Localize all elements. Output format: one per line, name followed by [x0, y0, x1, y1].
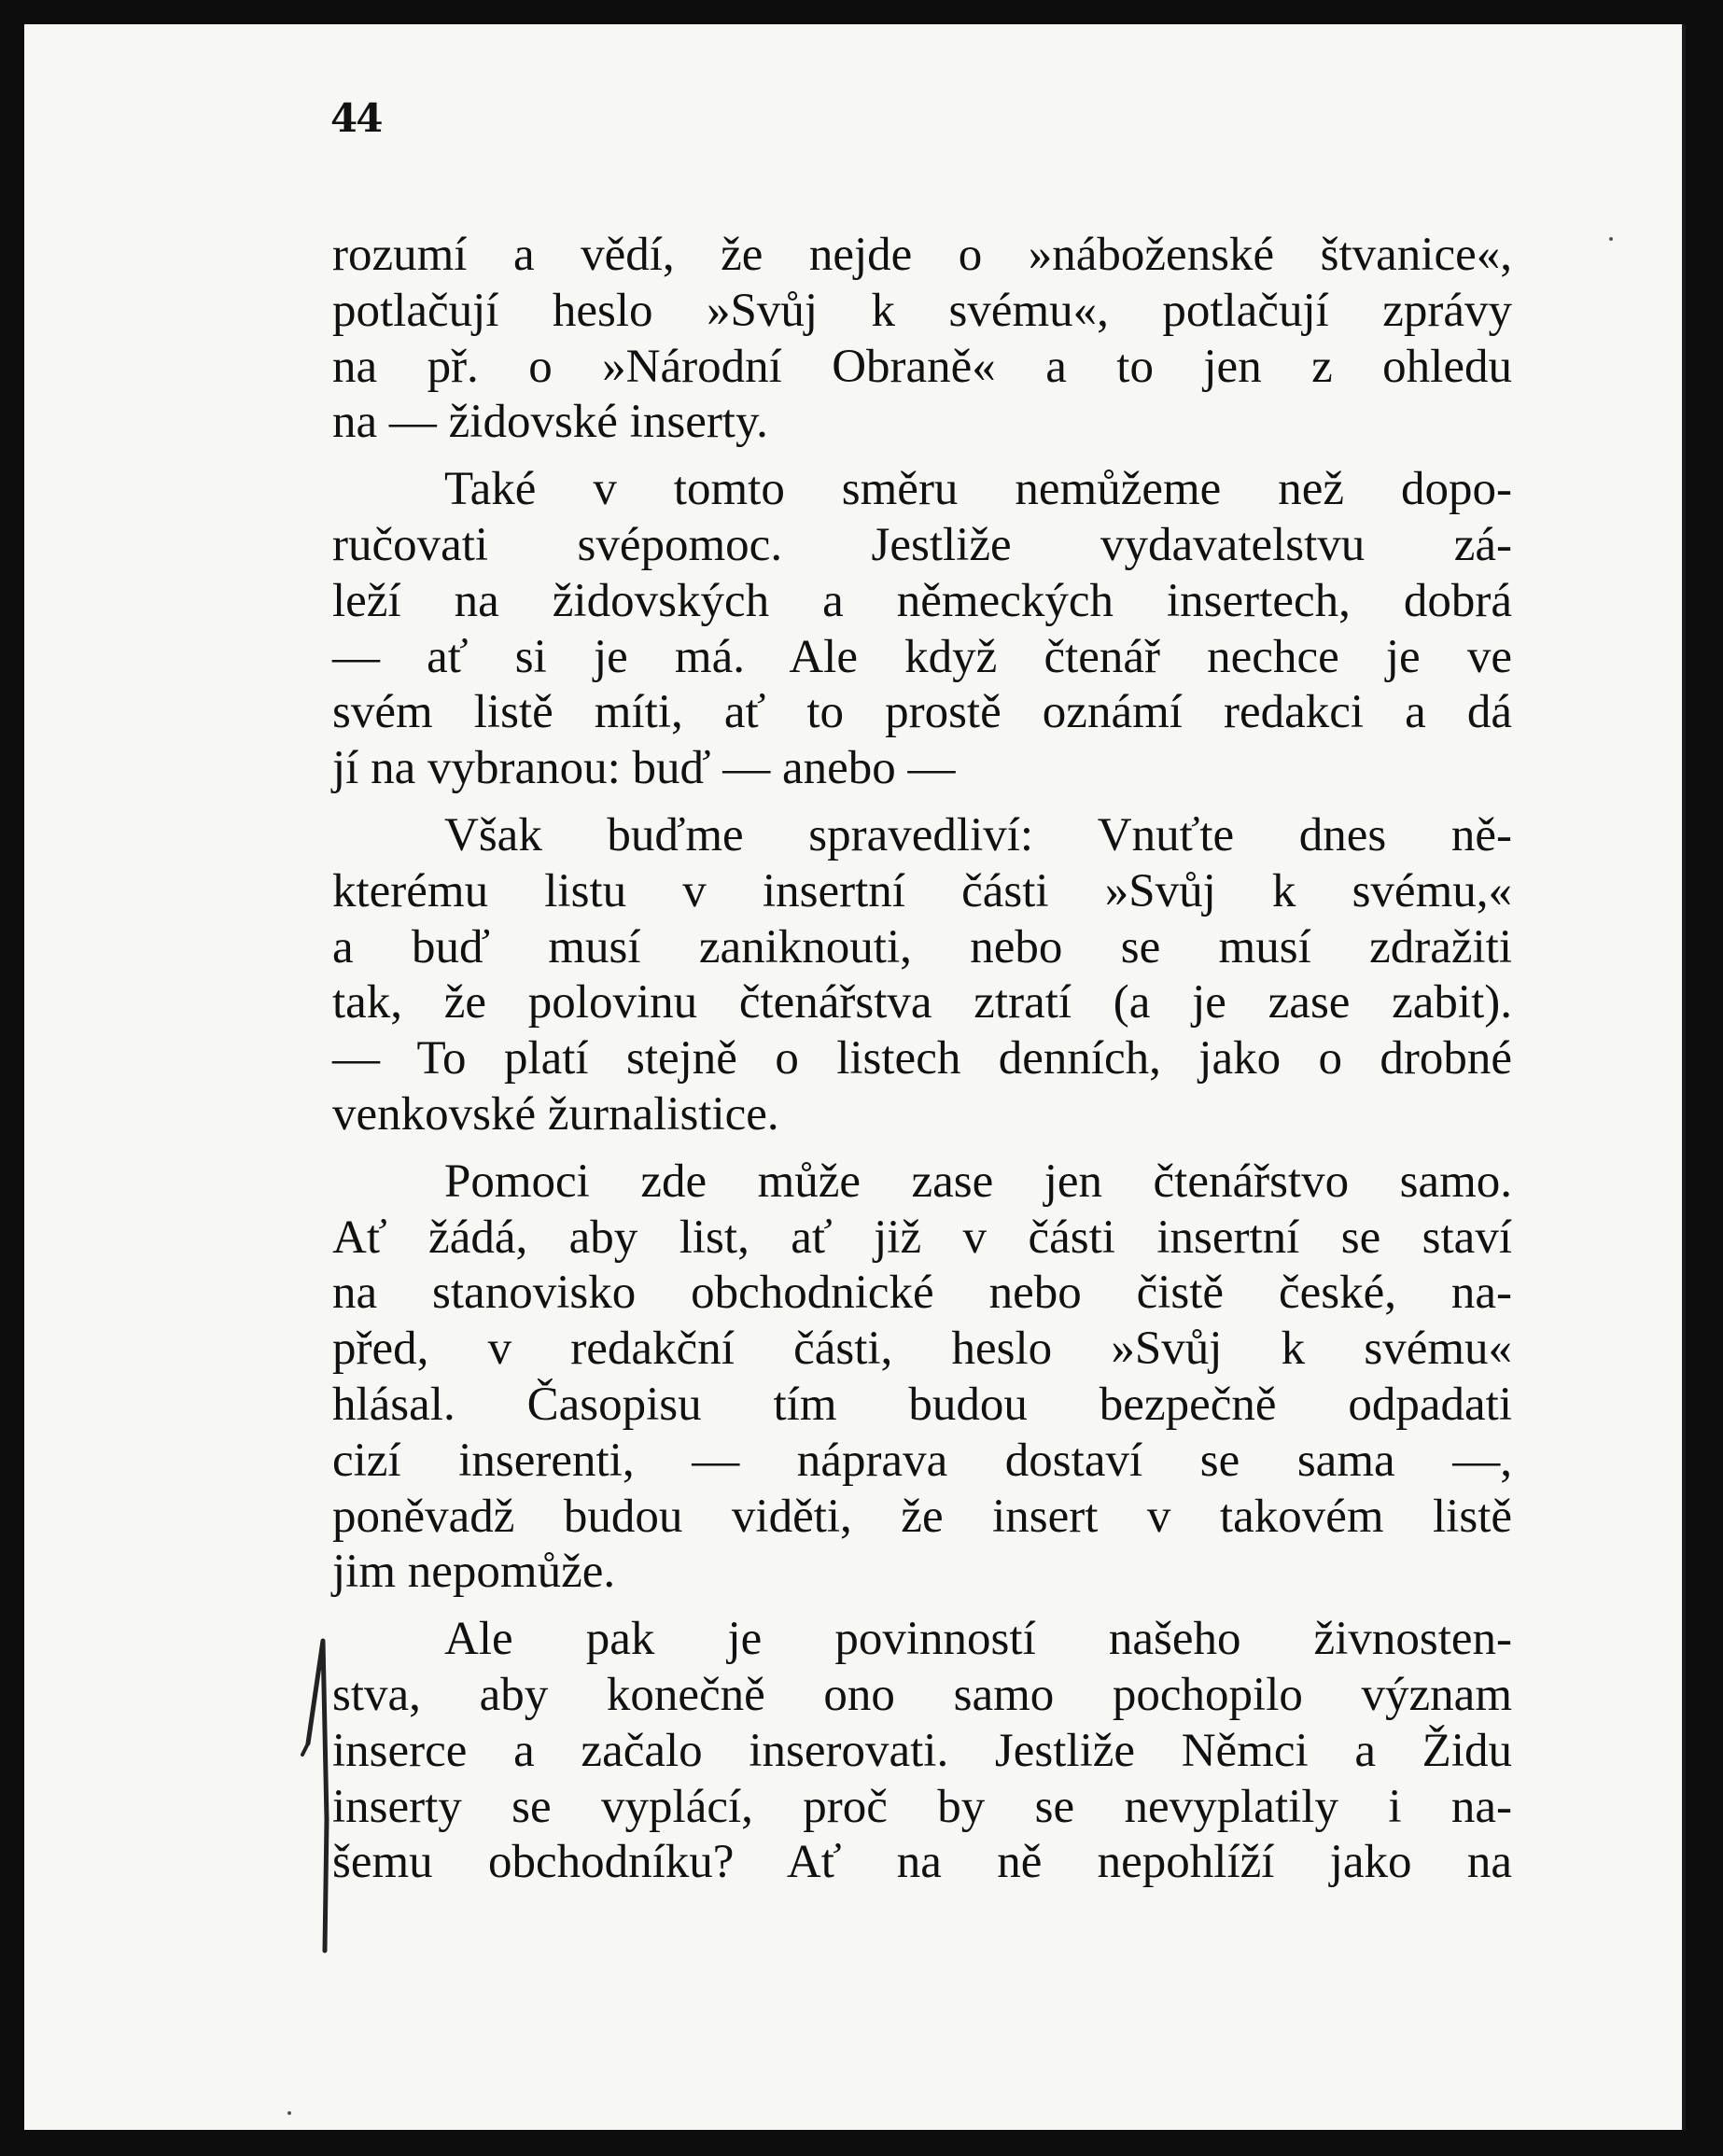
text-line: a buď musí zaniknouti, nebo se musí zdražiti: [332, 920, 1512, 973]
book-page: [24, 24, 1686, 2130]
text-line: svém listě míti, ať to prostě oznámí redakci a dá: [332, 686, 1512, 739]
text-line: Ale pak je povinností našeho živnosten-: [444, 1613, 1512, 1666]
text-line: před, v redakční části, heslo »Svůj k svému«: [332, 1323, 1512, 1376]
text-line: leží na židovských a německých insertech, dobrá: [332, 574, 1512, 627]
text-line: tak, že polovinu čtenářstva ztratí (a je zase zabit).: [332, 976, 1512, 1029]
paper-speck: [1609, 237, 1613, 241]
page-number: 44: [330, 95, 382, 141]
text-line: hlásal. Časopisu tím budou bezpečně odpadati: [332, 1378, 1512, 1431]
handwritten-margin-mark: [287, 1633, 343, 1969]
text-line: na př. o »Národní Obraně« a to jen z ohledu: [332, 340, 1512, 393]
text-line: jim nepomůže.: [332, 1546, 616, 1599]
text-line: na stanovisko obchodnické nebo čistě české, na-: [332, 1267, 1512, 1320]
text-line: Také v tomto směru nemůžeme než dopo-: [444, 463, 1512, 516]
text-line: rozumí a vědí, že nejde o »náboženské štvanice«,: [332, 229, 1512, 281]
body-text: [332, 228, 1512, 1891]
text-line: Však buďme spravedliví: Vnuťte dnes ně-: [444, 808, 1512, 861]
text-line: inserce a začalo inserovati. Jestliže Němci a Židu: [332, 1724, 1512, 1777]
text-line: cizí inserenti, — náprava dostaví se sama —,: [332, 1434, 1512, 1487]
paper-speck: [287, 2111, 291, 2115]
page-edge: [1682, 24, 1686, 2130]
text-line: Ať žádá, aby list, ať již v části insertní se staví: [332, 1211, 1512, 1264]
text-line: jí na vybranou: buď — anebo —: [332, 742, 956, 795]
text-line: ručovati svépomoc. Jestliže vydavatelstvu zá-: [332, 518, 1512, 571]
text-line: venkovské žurnalistice.: [332, 1087, 779, 1141]
text-line: Pomoci zde může zase jen čtenářstvo samo.: [444, 1155, 1512, 1208]
text-line: kterému listu v insertní části »Svůj k svému,«: [332, 864, 1512, 917]
text-line: poněvadž budou viděti, že insert v takovém listě: [332, 1490, 1512, 1543]
text-line: potlačují heslo »Svůj k svému«, potlačují zprávy: [332, 284, 1512, 337]
text-line: inserty se vyplácí, proč by se nevyplatily i na-: [332, 1780, 1512, 1833]
text-line: stva, aby konečně ono samo pochopilo význam: [332, 1668, 1512, 1721]
text-line: — ať si je má. Ale když čtenář nechce je ve: [332, 630, 1512, 683]
text-line: — To platí stejně o listech denních, jako o drobné: [332, 1032, 1512, 1085]
text-line: šemu obchodníku? Ať na ně nepohlíží jako na: [332, 1836, 1512, 1889]
text-line: na — židovské inserty.: [332, 396, 768, 449]
